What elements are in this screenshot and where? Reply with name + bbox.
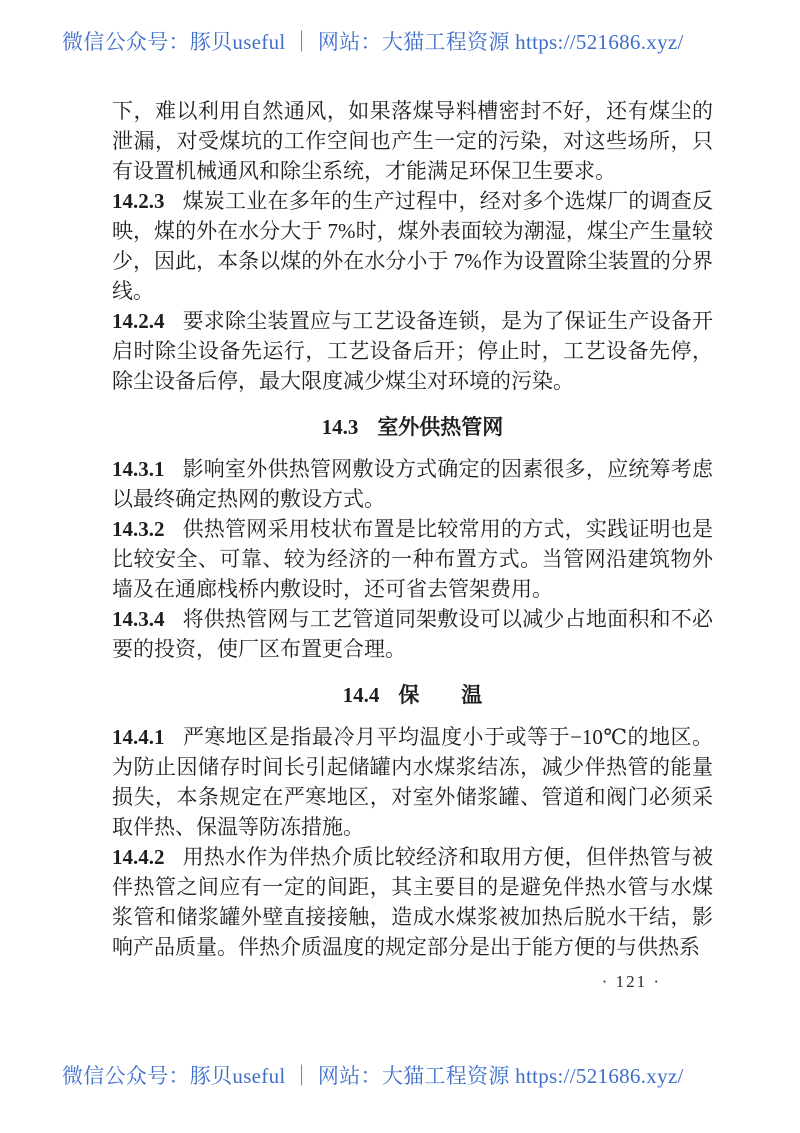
clause-paragraph [112,96,713,186]
clause-paragraph [112,454,713,514]
header-watermark: 微信公众号：豚贝useful ｜ 网站：大猫工程资源 https://521686.xyz/ [62,30,684,54]
document-blocks [112,96,713,962]
heading-title: 室外供热管网 [377,415,504,439]
paragraph-text: 供热管网采用枝状布置是比较常用的方式，实践证明也是比较安全、可靠、较为经济的一种布置方式。当管网沿建筑物外墙及在通廊栈桥内敷设时，还可省去管架费用。 [112,517,713,601]
clause-paragraph [112,186,713,306]
clause-number: 14.3.1 [112,457,165,481]
clause-paragraph [112,722,713,842]
heading-title: 保 温 [398,683,483,707]
clause-paragraph [112,604,713,664]
clause-number: 14.4.2 [112,845,165,869]
paragraph-text: 严寒地区是指最冷月平均温度小于或等于−10℃的地区。为防止因储存时间长引起储罐内水煤浆结冻，减少伴热管的能量损失，本条规定在严寒地区，对室外储浆罐、管道和阀门必须采取伴热、保温等防冻措施。 [112,725,713,839]
paragraph-text: 要求除尘装置应与工艺设备连锁，是为了保证生产设备开启时除尘设备先运行，工艺设备后开；停止时，工艺设备先停，除尘设备后停，最大限度减少煤尘对环境的污染。 [112,309,713,393]
paragraph-text: 下，难以利用自然通风，如果落煤导料槽密封不好，还有煤尘的泄漏，对受煤坑的工作空间也产生一定的污染，对这些场所，只有设置机械通风和除尘系统，才能满足环保卫生要求。 [112,99,713,183]
clause-number: 14.3 [321,415,359,439]
document-body [112,96,713,992]
paragraph-text: 将供热管网与工艺管道同架敷设可以减少占地面积和不必要的投资，使厂区布置更合理。 [112,607,713,661]
paragraph-text: 煤炭工业在多年的生产过程中，经对多个选煤厂的调查反映，煤的外在水分大于 7%时，煤外表面较为潮湿，煤尘产生量较少，因此，本条以煤的外在水分小于 7%作为设置除尘装置的分界线。 [112,189,713,303]
page-number: · 121 · [601,972,661,991]
clause-number: 14.2.3 [112,189,165,213]
section-heading [112,680,713,710]
clause-number: 14.3.2 [112,517,165,541]
paragraph-text: 用热水作为伴热介质比较经济和取用方便，但伴热管与被伴热管之间应有一定的间距，其主要目的是避免伴热水管与水煤浆管和储浆罐外壁直接接触，造成水煤浆被加热后脱水干结，影响产品质量。伴热介质温度的规定部分是出于能方便的与供热系 [112,845,713,959]
clause-number: 14.4.1 [112,725,165,749]
paragraph-text: 影响室外供热管网敷设方式确定的因素很多，应统筹考虑以最终确定热网的敷设方式。 [112,457,713,511]
section-heading [112,412,713,442]
clause-number: 14.4 [342,683,380,707]
clause-paragraph [112,514,713,604]
footer-watermark: 微信公众号：豚贝useful ｜ 网站：大猫工程资源 https://521686.xyz/ [62,1064,684,1088]
clause-paragraph [112,306,713,396]
clause-number: 14.3.4 [112,607,165,631]
clause-paragraph [112,842,713,962]
clause-number: 14.2.4 [112,309,165,333]
